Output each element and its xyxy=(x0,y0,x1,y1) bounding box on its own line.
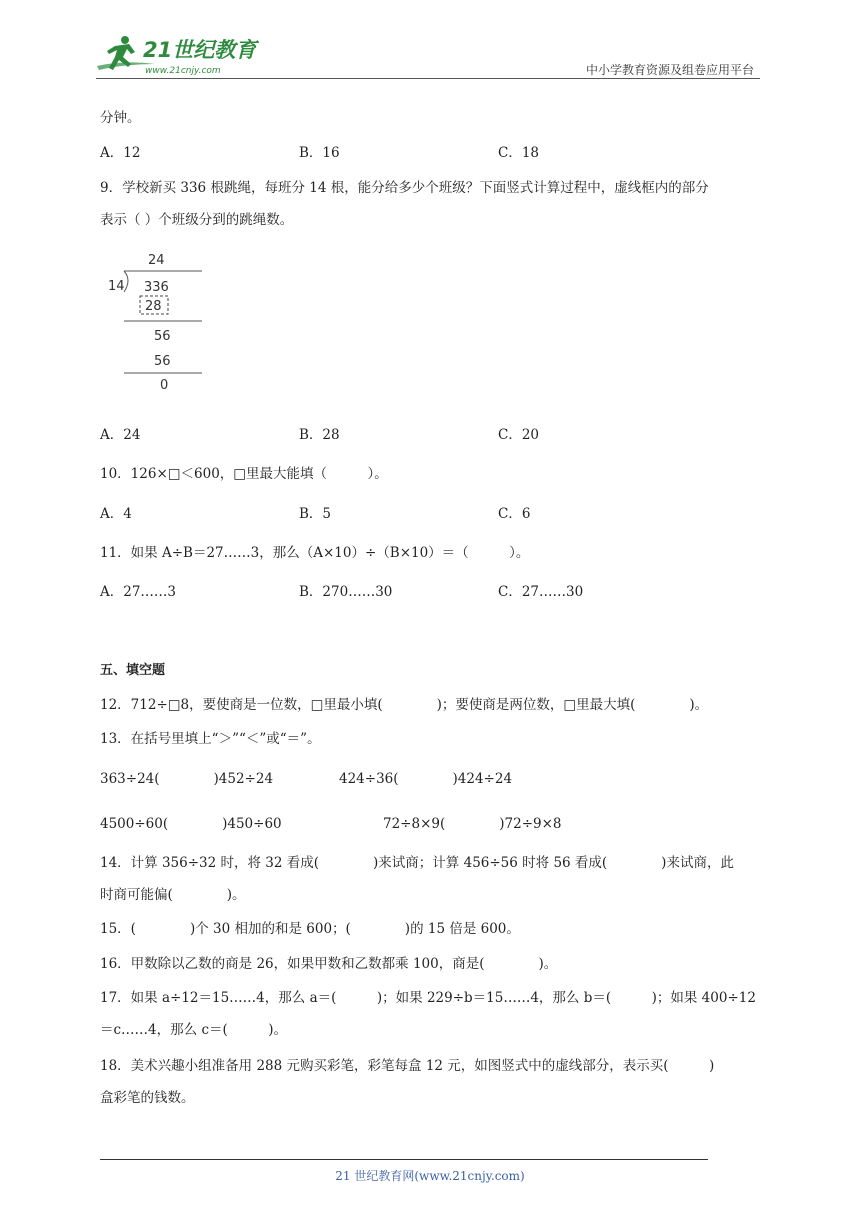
q9-option-a: A．24 xyxy=(100,427,141,443)
q9-option-b: B．28 xyxy=(299,427,340,443)
header-platform-text: 中小学教育资源及组卷应用平台 xyxy=(585,63,754,77)
logo-url: www.21cnjy.com xyxy=(145,66,221,76)
division-final: 0 xyxy=(160,378,169,393)
q17-text-line2: ＝c……4，那么 c＝( )。 xyxy=(100,1022,288,1038)
division-quotient: 24 xyxy=(148,253,165,268)
division-step1: 28 xyxy=(145,299,162,314)
site-logo xyxy=(95,30,265,80)
section-title: 五、填空题 xyxy=(100,663,166,678)
q8-option-a: A．12 xyxy=(100,145,141,161)
division-divisor: 14 xyxy=(108,279,125,294)
header-divider xyxy=(96,78,760,79)
q13-row2-right: 72÷8×9( )72÷9×8 xyxy=(383,816,562,832)
q10-option-a: A．4 xyxy=(100,506,132,522)
q8-option-b: B．16 xyxy=(299,145,340,161)
q11-option-a: A．27……3 xyxy=(100,584,177,600)
q11-option-c: C．27……30 xyxy=(498,584,584,600)
q13-row2-left: 4500÷60( )450÷60 xyxy=(100,816,282,832)
footer-divider xyxy=(100,1159,708,1160)
q9-option-c: C．20 xyxy=(498,427,540,443)
q13-row1-right: 424÷36( )424÷24 xyxy=(339,771,513,787)
q8-tail: 分钟。 xyxy=(100,110,141,126)
division-step2: 56 xyxy=(154,354,171,369)
q12-text: 12．712÷□8，要使商是一位数，□里最小填( )；要使商是两位数，□里最大填( )。 xyxy=(100,697,709,713)
division-dividend: 336 xyxy=(144,280,169,295)
q9-text-line1: 9．学校新买 336 根跳绳，每班分 14 根，能分给多少个班级？下面竖式计算过程中，虚线框内的部分 xyxy=(100,180,709,196)
footer-link[interactable]: 21 世纪教育网(www.21cnjy.com) xyxy=(335,1169,525,1183)
q10-text: 10．126×□＜600，□里最大能填（ ）。 xyxy=(100,466,388,482)
long-division-figure xyxy=(104,246,214,396)
q10-option-c: C．6 xyxy=(498,506,531,522)
q9-text-line2: 表示（ ）个班级分到的跳绳数。 xyxy=(100,212,294,228)
division-remainder1: 56 xyxy=(154,329,171,344)
q17-text-line1: 17．如果 a÷12＝15……4，那么 a＝( )；如果 229÷b＝15……4，那么 b＝( )；如果 400÷12 xyxy=(100,990,756,1006)
q10-option-b: B．5 xyxy=(299,506,332,522)
q13-text: 13．在括号里填上“＞”“＜”或“＝”。 xyxy=(100,731,321,747)
q13-row1-left: 363÷24( )452÷24 xyxy=(100,771,274,787)
q16-text: 16．甲数除以乙数的商是 26，如果甲数和乙数都乘 100，商是( )。 xyxy=(100,956,558,972)
q8-option-c: C．18 xyxy=(498,145,540,161)
q15-text: 15．( )个 30 相加的和是 600；( )的 15 倍是 600。 xyxy=(100,921,520,937)
q18-text-line2: 盒彩笔的钱数。 xyxy=(100,1090,195,1106)
logo-text: 21世纪教育 xyxy=(143,38,257,62)
q11-option-b: B．270……30 xyxy=(299,584,393,600)
q18-text-line1: 18．美术兴趣小组准备用 288 元购买彩笔，彩笔每盒 12 元，如图竖式中的虚线部分，表示买( ) xyxy=(100,1058,715,1074)
q14-text-line2: 时商可能偏( )。 xyxy=(100,887,246,903)
q11-text: 11．如果 A÷B＝27……3，那么（A×10）÷（B×10）＝（ ）。 xyxy=(100,545,530,561)
q14-text-line1: 14．计算 356÷32 时，将 32 看成( )来试商；计算 456÷56 时将 56 看成( )来试商，此 xyxy=(100,855,734,871)
